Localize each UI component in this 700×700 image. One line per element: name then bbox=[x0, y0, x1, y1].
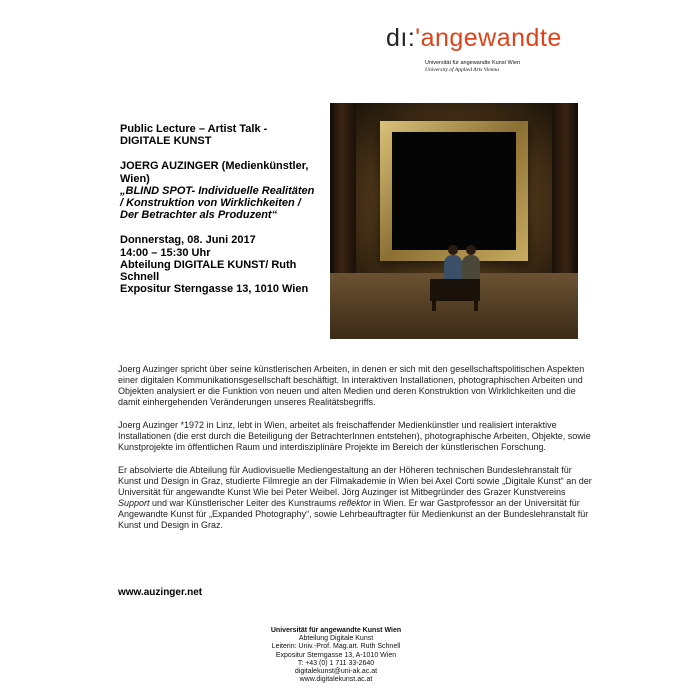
footer-department: Abteilung Digitale Kunst bbox=[298, 635, 374, 643]
logo-prefix: dı: bbox=[386, 24, 416, 52]
paragraph-education bbox=[118, 465, 593, 532]
text-segment: reflektor bbox=[338, 497, 372, 508]
event-header bbox=[120, 123, 320, 308]
footer-email[interactable]: digitalekunst@uni-ak.ac.at bbox=[294, 668, 378, 676]
bench-leg bbox=[474, 301, 478, 311]
footer-address: Expositur Sterngasse 13, A-1010 Wien bbox=[275, 651, 397, 659]
bench-leg bbox=[432, 301, 436, 311]
artwork-photo bbox=[330, 103, 578, 339]
event-location: Expositur Sterngasse 13, 1010 Wien bbox=[120, 283, 309, 296]
body-text bbox=[118, 364, 593, 543]
paragraph-intro: Joerg Auzinger spricht über seine künstlerischen Arbeiten, in denen er sich mit den gesellschaftspolitischen Aspekten einer digitalen Kommunikationsgesellschaft beschäftigt. In interaktiven Installationen, photographischen Arbeiten und Objekten analysiert er die Funktion von neuen und alten Medien und deren Konstruktion von Wirklichkeiten und die damit einhergehenden Veränderungen unseres Realitätsbegriffs. bbox=[118, 364, 585, 408]
black-canvas bbox=[392, 132, 516, 250]
text-segment: in Wien. Er war Gastprofessor an der Universität für Angewandte Kunst für „Expanded Photography“, sowie Lehrbeauftragter für Medienkunst an der Bundeslehranstalt für Kunst und Design in Graz. bbox=[118, 497, 589, 531]
footer-university: Universität für angewandte Kunst Wien bbox=[270, 627, 402, 634]
lecture-title: „BLIND SPOT- Individuelle Realitäten / Konstruktion von Wirklichkeiten / Der Betrachter als Produzent“ bbox=[120, 184, 315, 222]
footer-lead: Leiterin: Univ.-Prof. Mag.art. Ruth Schnell bbox=[271, 643, 401, 651]
artist-website-link[interactable]: www.auzinger.net bbox=[118, 587, 203, 598]
gilded-frame bbox=[380, 121, 528, 261]
bench bbox=[430, 279, 480, 301]
paragraph-bio: Joerg Auzinger *1972 in Linz, lebt in Wien, arbeitet als freischaffender Medienkünstler und realisiert interaktive Installationen (die erst durch die Beteiligung der BetrachterInnen entstehen), photographische Arbeiten, Objekte, sowie Kunstprojekte im öffentlichen Raum und interdisziplinäre Projekte im Bereich der künstlerischen Forschung. bbox=[118, 419, 591, 453]
text-segment: und war Künstlerischer Leiter des Kunstraums bbox=[149, 497, 339, 508]
event-department: Abteilung DIGITALE KUNST/ Ruth Schnell bbox=[120, 258, 297, 284]
university-name bbox=[425, 60, 520, 74]
university-name-de: Universität für angewandte Kunst Wien bbox=[425, 60, 521, 66]
footer-phone: T: +43 (0) 1 711 33-2640 bbox=[297, 659, 375, 667]
text-segment: Er absolvierte die Abteilung für Audiovisuelle Mediengestaltung an der Höheren technischen Bundeslehranstalt für Kunst und Design in Graz, studierte Filmregie an der Filmakademie in Wien bei Axel Corti sowie „Digitale Kunst“ an der Universität für angewandte Kunst Wie bei Peter Weibel. Jörg Auzinger ist Mitbegründer des Grazer Kunstvereins bbox=[118, 464, 592, 497]
footer bbox=[236, 627, 436, 684]
university-name-en: University of Applied Arts Vienna bbox=[425, 67, 499, 73]
event-date: Donnerstag, 08. Juni 2017 bbox=[120, 234, 256, 247]
event-series: Public Lecture – Artist Talk - DIGITALE KUNST bbox=[120, 123, 268, 148]
university-logo bbox=[386, 24, 562, 53]
event-time: 14:00 – 15:30 Uhr bbox=[120, 246, 211, 259]
text-segment: Support bbox=[118, 497, 150, 508]
footer-web[interactable]: www.digitalekunst.ac.at bbox=[299, 676, 373, 684]
speaker-name: JOERG AUZINGER (Medienkünstler, Wien) bbox=[120, 160, 309, 185]
logo-name: 'angewandte bbox=[415, 24, 562, 52]
